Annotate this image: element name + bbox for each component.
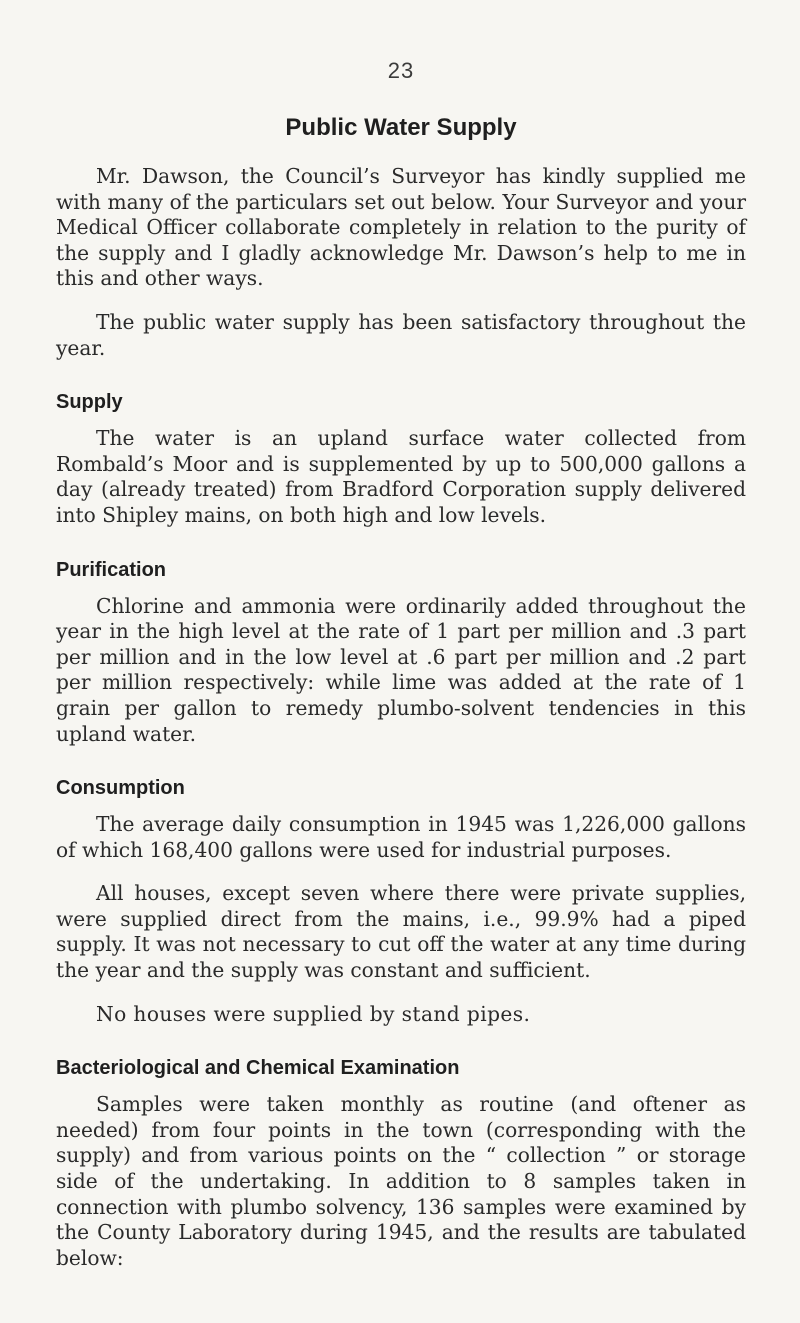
section-heading-examination: Bacteriological and Chemical Examination xyxy=(56,1057,460,1080)
intro-paragraph-1: Mr. Dawson, the Council’s Surveyor has kindly supplied me with many of the particulars set out below. Your Surveyor and your Medical Officer collaborate completely in relation to the purity of the supply and I gladly acknowledge Mr. Dawson’s help to me in this and other ways. xyxy=(56,164,746,291)
page-number: 23 xyxy=(387,58,415,83)
document-page xyxy=(56,58,746,1289)
consumption-paragraph-3: No houses were supplied by stand pipes. xyxy=(96,1001,531,1026)
supply-paragraph: The water is an upland surface water collected from Rombald’s Moor and is supplemented by up to 500,000 gallons a day (already treated) from Bradford Corporation supply delivered into Shipley mains, on both high and low levels. xyxy=(56,426,746,527)
consumption-paragraph-1: The average daily consumption in 1945 was 1,226,000 gallons of which 168,400 gallons were used for industrial purposes. xyxy=(56,812,746,862)
section-heading-purification: Purification xyxy=(56,558,167,581)
section-heading-consumption: Consumption xyxy=(56,777,185,800)
consumption-paragraph-2: All houses, except seven where there were private supplies, were supplied direct from the mains, i.e., 99.9% had a piped supply. It was not necessary to cut off the water at any time during the year and the supply was constant and sufficient. xyxy=(56,881,746,983)
section-heading-supply: Supply xyxy=(56,391,123,414)
examination-paragraph: Samples were taken monthly as routine (and oftener as needed) from four points in the town (corresponding with the supply) and from various points on the “ collection ” or storage side of the undertaking. In addition to 8 samples taken in connection with plumbo solvency, 136 samples were examined by the County Laboratory during 1945, and the results are tabulated below: xyxy=(56,1092,746,1270)
page-title: Public Water Supply xyxy=(285,114,517,141)
purification-paragraph: Chlorine and ammonia were ordinarily added throughout the year in the high level at the rate of 1 part per million and .3 part per million and in the low level at .6 part per million and .2 part per million respectively: while lime was added at the rate of 1 grain per gallon to remedy plumbo-solvent tendencies in this upland water. xyxy=(56,593,746,746)
intro-paragraph-2: The public water supply has been satisfactory throughout the year. xyxy=(56,309,746,360)
